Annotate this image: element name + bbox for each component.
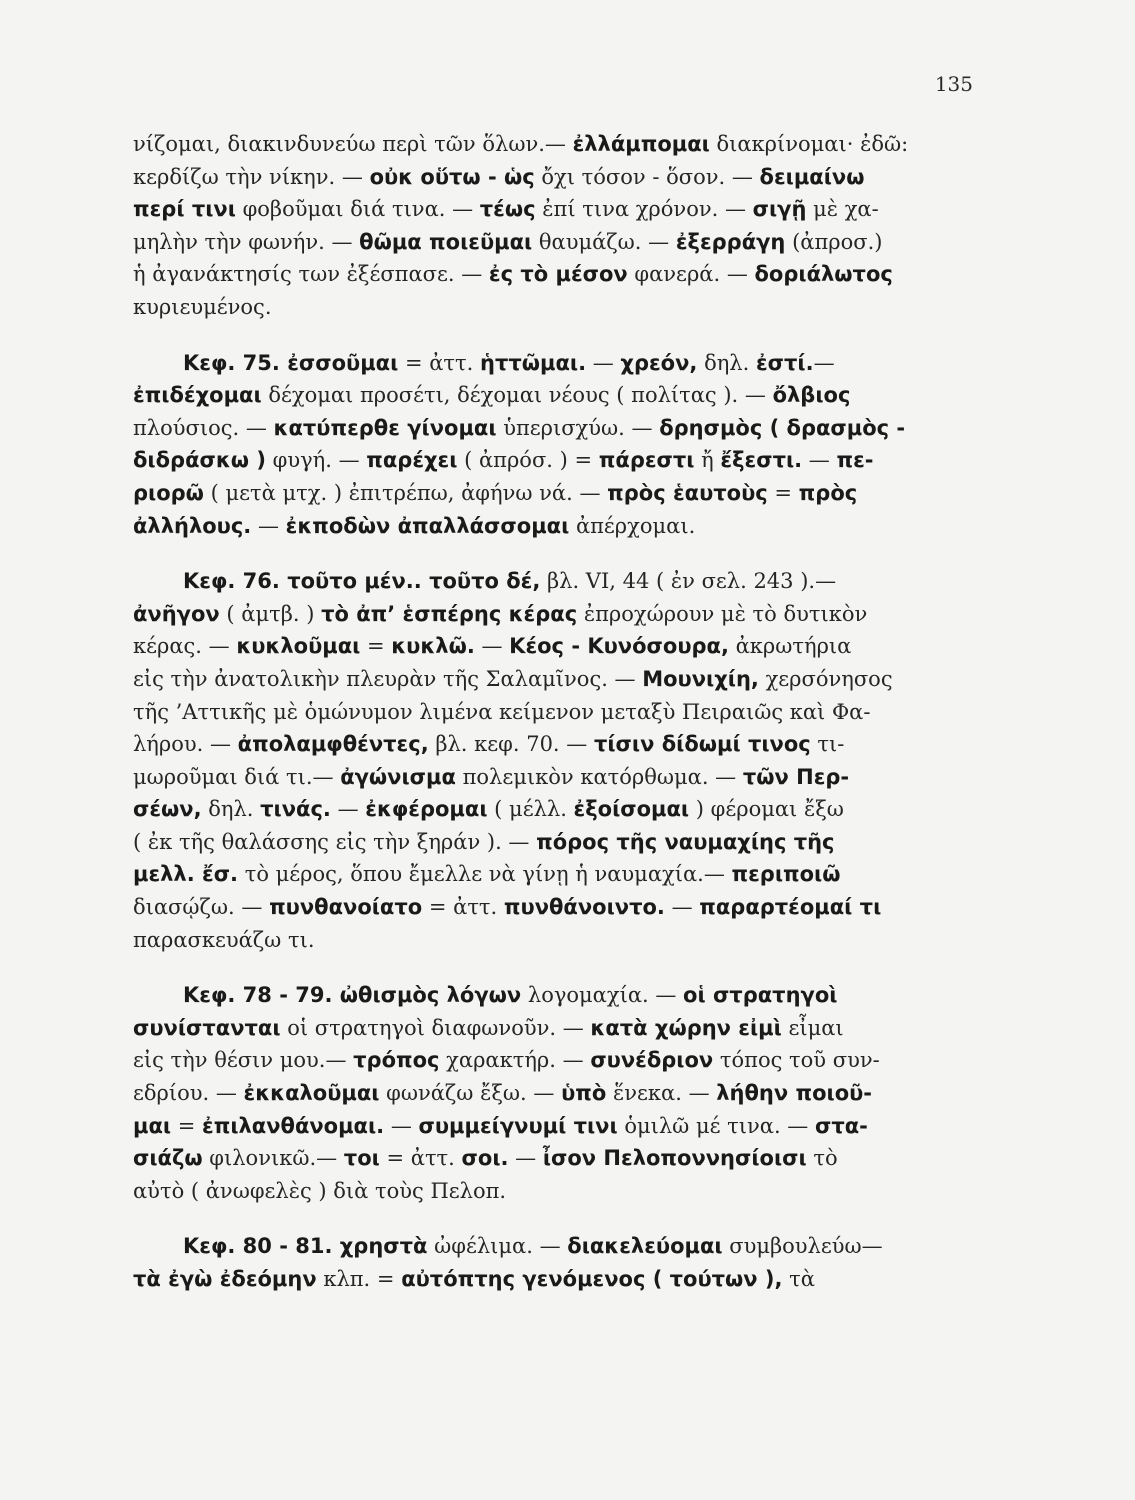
gloss-text: εἰς τὴν θέσιν μου.— <box>133 1048 354 1073</box>
gloss-text: ἀπέρχομαι. <box>569 513 696 538</box>
text-line <box>133 793 973 826</box>
text-line <box>133 565 973 598</box>
bold-term: Κεφ. 75. <box>183 350 288 375</box>
bold-term: ἀπολαμφθέντες, <box>237 732 429 757</box>
gloss-text: μωροῦμαι διά τι.— <box>133 764 341 789</box>
gloss-text: — <box>251 513 286 538</box>
gloss-text: = <box>171 1113 203 1138</box>
gloss-text: ὠφέλιμα. — <box>427 1234 568 1259</box>
gloss-text: εδρίου. — <box>133 1081 244 1106</box>
gloss-text: τὸ μέρος, ὅπου ἔμελλε νὰ γίνῃ ἡ ναυμαχία.— <box>238 862 732 887</box>
gloss-text: δηλ. <box>697 350 756 375</box>
text-line <box>133 1263 973 1296</box>
text-line <box>133 1142 973 1175</box>
gloss-text: — <box>813 350 835 375</box>
bold-term: θῶμα ποιεῦμαι <box>359 229 533 254</box>
gloss-text: — <box>384 1113 419 1138</box>
gloss-text: μὲ χα- <box>806 197 879 222</box>
gloss-text: ἕνεκα. — <box>606 1081 717 1106</box>
bold-term: χρηστὰ <box>339 1234 428 1259</box>
gloss-text: λογομαχία. — <box>521 983 684 1008</box>
gloss-text: φοβοῦμαι διά τινα. — <box>235 197 480 222</box>
gloss-text: θαυμάζω. — <box>532 229 676 254</box>
text-line <box>133 258 973 291</box>
text-line <box>133 379 973 412</box>
bold-term: διακελεύομαι <box>567 1234 723 1259</box>
text-line <box>133 696 973 729</box>
bold-term: τέως <box>479 197 536 222</box>
gloss-text: = ἀττ. <box>398 350 480 375</box>
gloss-text: τι- <box>810 732 845 757</box>
bold-term: στα- <box>814 1113 868 1138</box>
bold-term: τίσιν δίδωμί τινος <box>593 732 811 757</box>
text-line <box>133 630 973 663</box>
gloss-text: κυριευμένος. <box>133 294 272 319</box>
text-line <box>133 226 973 259</box>
bold-term: πυνθανοίατο <box>269 895 423 920</box>
bold-term: ἐκκαλοῦμαι <box>243 1081 380 1106</box>
bold-term: ἐσσοῦμαι <box>287 350 399 375</box>
bold-term: τὰ ἐγὼ ἐδεόμην <box>133 1267 317 1291</box>
bold-term: ἐξερράγη <box>675 229 786 254</box>
bold-term: παρέχει <box>366 448 458 473</box>
bold-term: πε- <box>836 448 874 473</box>
bold-term: ἐλλάμπομαι <box>572 132 710 156</box>
gloss-text: κέρας. — <box>133 634 237 659</box>
text-line <box>133 1012 973 1045</box>
gloss-text: συμβουλεύω— <box>722 1234 883 1259</box>
text-line <box>133 291 973 324</box>
gloss-text: ) φέρομαι ἔξω <box>689 797 844 822</box>
bold-term: Κεφ. 78 - 79. <box>183 983 340 1008</box>
gloss-text: φιλονικῶ.— <box>202 1146 344 1171</box>
bold-term: πυνθάνοιντο. <box>503 895 665 920</box>
paragraph <box>133 565 973 956</box>
bold-term: δοριάλωτος <box>754 262 893 287</box>
bold-term: ἔξεστι. <box>720 448 803 473</box>
bold-term: πάρεστι <box>598 448 695 473</box>
bold-term: ἐς τὸ μέσον <box>488 262 628 287</box>
gloss-text: ἡ ἀγανάκτησίς των ἐξέσπασε. — <box>133 262 489 287</box>
gloss-text: ὄχι τόσον - ὅσον. — <box>534 164 760 189</box>
text-line <box>133 826 973 859</box>
text-line <box>133 347 973 380</box>
bold-term: ἐστί. <box>755 350 814 375</box>
bold-term: σιγῇ <box>752 197 807 222</box>
gloss-text: — <box>664 895 700 920</box>
bold-term: ἀνῆγον <box>133 601 220 626</box>
gloss-text: δέχομαι προσέτι, δέχομαι νέους ( πολίτας ). — <box>261 383 773 408</box>
gloss-text: λήρου. — <box>133 732 238 757</box>
bold-term: τοῦτο μέν.. τοῦτο δέ, <box>287 569 541 594</box>
gloss-text: = ἀττ. <box>379 1146 462 1171</box>
bold-term: πρὸς <box>798 480 858 505</box>
gloss-text: εἰς τὴν ἀνατολικὴν πλευρὰν τῆς Σαλαμῖνος. — <box>133 666 643 691</box>
text-line <box>133 412 973 445</box>
gloss-text: διακρίνομαι· ἐδῶ: <box>709 132 909 156</box>
bold-term: ἀγώνισμα <box>340 764 456 789</box>
page-number: 135 <box>934 72 973 96</box>
gloss-text: φανερά. — <box>627 262 755 287</box>
paragraph <box>133 1230 973 1295</box>
bold-term: λήθην ποιοῦ- <box>716 1081 873 1106</box>
gloss-text: ( μέλλ. <box>487 797 574 822</box>
bold-term: τὸ ἀπ’ ἑσπέρης κέρας <box>321 601 578 626</box>
text-line <box>133 891 973 924</box>
gloss-text: ἐπροχώρουν μὲ τὸ δυτικὸν <box>577 601 868 626</box>
bold-term: οὐκ οὕτω - ὡς <box>369 164 535 189</box>
bold-term: παραρτέομαί τι <box>699 895 882 920</box>
bold-term: ὄλβιος <box>772 383 851 408</box>
text-line <box>133 128 973 161</box>
bold-term: ἐξοίσομαι <box>573 797 690 822</box>
bold-term: σέων, <box>133 797 202 822</box>
bold-term: ἐκποδὼν ἀπαλλάσσομαι <box>285 513 570 538</box>
gloss-text: χαρακτήρ. — <box>439 1048 591 1073</box>
text-line <box>133 761 973 794</box>
text-line <box>133 477 973 510</box>
bold-term: κατὰ χώρην εἰμὶ <box>590 1015 782 1040</box>
bold-term: διδράσκω ) <box>133 448 266 473</box>
bold-term: μελλ. ἔσ. <box>133 862 239 887</box>
commentary-text <box>133 128 973 1319</box>
bold-term: δειμαίνω <box>759 164 865 189</box>
bold-term: μαι <box>133 1113 172 1138</box>
gloss-text: βλ. κεφ. 70. — <box>428 732 594 757</box>
gloss-text: (ἀπροσ.) <box>785 229 883 254</box>
gloss-text: παρασκευάζω τι. <box>133 927 315 952</box>
text-line <box>133 1110 973 1143</box>
gloss-text: ( ἐκ τῆς θαλάσσης εἰς τὴν ξηράν ). — <box>133 829 537 854</box>
gloss-text: — <box>330 797 366 822</box>
gloss-text: κερδίζω τὴν νίκην. — <box>133 164 370 189</box>
gloss-text: εἶμαι <box>781 1015 844 1040</box>
gloss-text: = ἀττ. <box>422 895 504 920</box>
bold-term: κυκλοῦμαι <box>236 634 361 659</box>
gloss-text: χερσόνησος <box>758 666 893 691</box>
bold-term: συνίστανται <box>133 1015 281 1040</box>
bold-term: ὑπὸ <box>561 1081 607 1106</box>
text-line <box>133 858 973 891</box>
bold-term: τρόπος <box>353 1048 440 1073</box>
gloss-text: ἐπί τινα χρόνον. — <box>535 197 753 222</box>
bold-term: τοι <box>343 1146 380 1171</box>
bold-term: ἡττῶμαι. <box>480 350 587 375</box>
bold-term: κατύπερθε γίνομαι <box>273 415 497 440</box>
text-line <box>133 728 973 761</box>
bold-term: περί τινι <box>133 197 236 222</box>
bold-term: τῶν Περ- <box>742 764 850 789</box>
bold-term: ἀλλήλους. <box>133 513 252 538</box>
bold-term: συμμείγνυμί τινι <box>418 1113 618 1138</box>
bold-term: ὠθισμὸς λόγων <box>339 983 522 1008</box>
gloss-text: φυγή. — <box>265 448 367 473</box>
text-line <box>133 1175 973 1208</box>
gloss-text: πολεμικὸν κατόρθωμα. — <box>455 764 743 789</box>
gloss-text: = <box>360 634 392 659</box>
paragraph <box>133 347 973 543</box>
paragraph <box>133 128 973 324</box>
gloss-text: ( ἀμτβ. ) <box>219 601 322 626</box>
bold-term: Κεφ. 76. <box>183 569 288 594</box>
gloss-text: τὰ <box>782 1267 815 1291</box>
bold-term: Κέος - Κυνόσουρα, <box>509 634 729 659</box>
text-line <box>133 510 973 543</box>
text-line <box>133 979 973 1012</box>
bold-term: σοι. <box>461 1146 509 1171</box>
gloss-text: — <box>508 1146 543 1171</box>
bold-term: ἶσον Πελοποννησίοισι <box>542 1146 807 1171</box>
text-line <box>133 598 973 631</box>
gloss-text: διασῴζω. — <box>133 895 270 920</box>
bold-term: χρεόν, <box>620 350 698 375</box>
text-line <box>133 1077 973 1110</box>
text-line <box>133 193 973 226</box>
gloss-text: δηλ. <box>201 797 261 822</box>
bold-term: πόρος τῆς ναυμαχίης τῆς <box>536 829 835 854</box>
gloss-text: ὁμιλῶ μέ τινα. — <box>617 1113 815 1138</box>
gloss-text: ὑπερισχύω. — <box>496 415 660 440</box>
bold-term: πρὸς ἑαυτοὺς <box>607 480 768 505</box>
gloss-text: ( ἀπρόσ. ) = <box>457 448 599 473</box>
bold-term: περιποιῶ <box>731 862 841 887</box>
gloss-text: φωνάζω ἔξω. — <box>379 1081 562 1106</box>
text-line <box>133 1044 973 1077</box>
bold-term: οἱ στρατηγοὶ <box>683 983 838 1008</box>
gloss-text: — <box>802 448 837 473</box>
gloss-text: ( μετὰ μτχ. ) ἐπιτρέπω, ἀφήνω νά. — <box>203 480 608 505</box>
gloss-text: — <box>586 350 621 375</box>
bold-term: δρησμὸς ( δρασμὸς - <box>659 415 906 440</box>
bold-term: ἐπιδέχομαι <box>133 383 262 408</box>
gloss-text: — <box>474 634 510 659</box>
bold-term: τινάς. <box>260 797 331 822</box>
gloss-text: = <box>767 480 799 505</box>
gloss-text: μηλὴν τὴν φωνήν. — <box>133 229 360 254</box>
text-line <box>133 161 973 194</box>
bold-term: ἐπιλανθάνομαι. <box>202 1113 385 1138</box>
gloss-text: πλούσιος. — <box>133 415 274 440</box>
text-line <box>133 924 973 957</box>
gloss-text: ἤ <box>694 448 721 473</box>
gloss-text: τῆς ’Αττικῆς μὲ ὁμώνυμον λιμένα κείμενον μεταξὺ Πειραιῶς καὶ Φα- <box>133 699 871 724</box>
gloss-text: ἀκρωτήρια <box>728 634 852 659</box>
bold-term: σιάζω <box>133 1146 203 1171</box>
gloss-text: κλπ. = <box>316 1267 402 1291</box>
gloss-text: νίζομαι, διακινδυνεύω περὶ τῶν ὅλων.— <box>133 132 573 156</box>
text-line <box>133 1230 973 1263</box>
gloss-text: βλ. VI, 44 ( ἐν σελ. 243 ).— <box>540 569 837 594</box>
text-line <box>133 663 973 696</box>
bold-term: ἐκφέρομαι <box>365 797 488 822</box>
bold-term: Κεφ. 80 - 81. <box>183 1234 340 1259</box>
gloss-text: τὸ <box>806 1146 838 1171</box>
bold-term: αὐτόπτης γενόμενος ( τούτων ), <box>401 1267 783 1291</box>
bold-term: ριορῶ <box>133 480 204 505</box>
text-line <box>133 444 973 477</box>
bold-term: Μουνιχίη, <box>642 666 759 691</box>
bold-term: συνέδριον <box>590 1048 714 1073</box>
paragraph <box>133 979 973 1207</box>
bold-term: κυκλῶ. <box>391 634 475 659</box>
gloss-text: τόπος τοῦ συν- <box>713 1048 880 1073</box>
gloss-text: αὐτὸ ( ἀνωφελὲς ) διὰ τοὺς Πελοπ. <box>133 1178 507 1203</box>
gloss-text: οἱ στρατηγοὶ διαφωνοῦν. — <box>280 1015 591 1040</box>
